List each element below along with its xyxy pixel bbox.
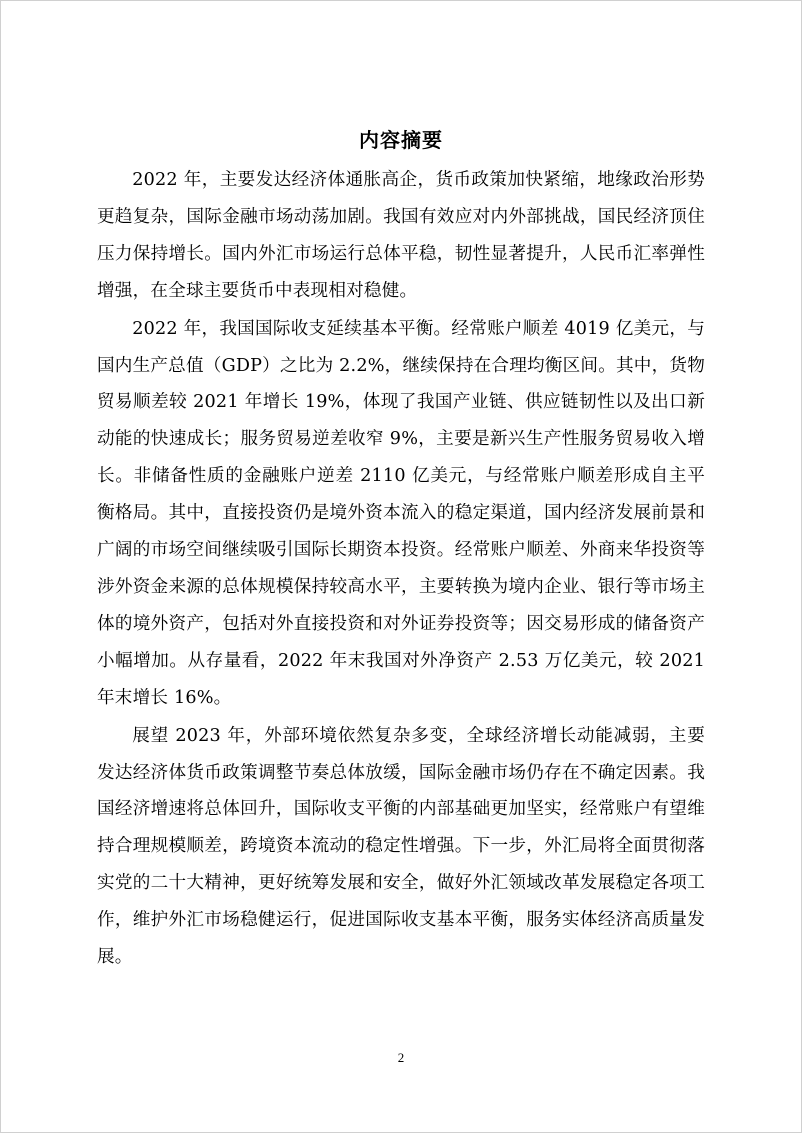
page-title: 内容摘要 [359,128,443,152]
paragraph-balance-of-payments: 2022 年，我国国际收支延续基本平衡。经常账户顺差 4019 亿美元，与国内生产总值（GDP）之比为 2.2%，继续保持在合理均衡区间。其中，货物贸易顺差较 2021 年增长 19%，体现了我国产业链、供应链韧性以及出口新动能的快速成长；服务贸易逆差收窄 9%，主要是新兴生产性服务贸易收入增长。非储备性质的金融账户逆差 2110 亿美元，与经常账户顺差形成自主平衡格局。其中，直接投资仍是境外资本流入的稳定渠道，国内经济发展前景和广阔的市场空间继续吸引国际长期资本投资。经常账户顺差、外商来华投资等涉外资金来源的总体规模保持较高水平，主要转换为境内企业、银行等市场主体的境外资产，包括对外直接投资和对外证券投资等；因交易形成的储备资产小幅增加。从存量看，2022 年末我国对外净资产 2.53 万亿美元，较 2021 年末增长 16%。 [97,318,705,708]
document-body [97,124,705,977]
paragraph-outlook: 展望 2023 年，外部环境依然复杂多变，全球经济增长动能减弱，主要发达经济体货币政策调整节奏总体放缓，国际金融市场仍存在不确定因素。我国经济增速将总体回升，国际收支平衡的内部基础更加坚实，经常账户有望维持合理规模顺差，跨境资本流动的稳定性增强。下一步，外汇局将全面贯彻落实党的二十大精神，更好统筹发展和安全，做好外汇领域改革发展稳定各项工作，维护外汇市场稳健运行，促进国际收支基本平衡，服务实体经济高质量发展。 [97,725,705,968]
page-number: 2 [397,1050,405,1065]
paragraph-overview: 2022 年，主要发达经济体通胀高企，货币政策加快紧缩，地缘政治形势更趋复杂，国际金融市场动荡加剧。我国有效应对内外部挑战，国民经济顶住压力保持增长。国内外汇市场运行总体平稳，韧性显著提升，人民币汇率弹性增强，在全球主要货币中表现相对稳健。 [97,170,705,301]
